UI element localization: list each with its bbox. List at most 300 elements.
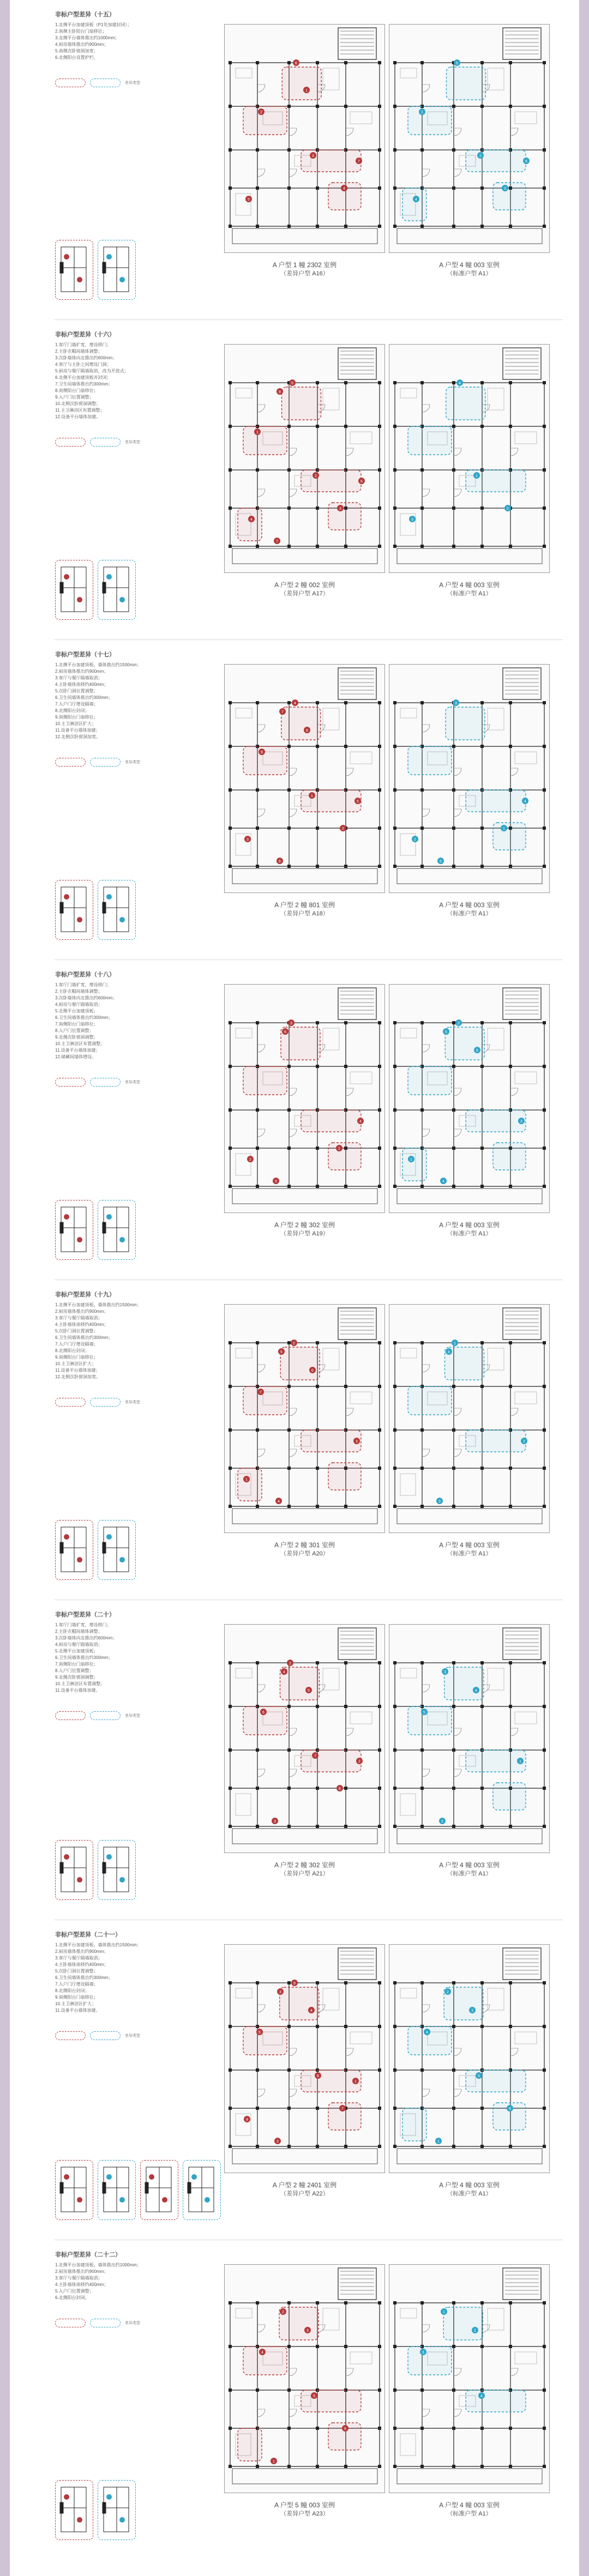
note-item: 10.主卫淋浴区扩大；: [55, 721, 97, 726]
plan-background: [389, 1305, 549, 1533]
diff-marker-number: 3: [422, 2351, 424, 2355]
diff-marker-number: 5: [357, 800, 359, 804]
note-item: 4.主卧墙体南移约400mm；: [55, 682, 109, 687]
diff-zone: [243, 1386, 287, 1415]
diff-marker-number: 4: [524, 800, 526, 804]
floor-plan-variant: [224, 344, 385, 573]
note-item: 8.北侧阳台封闭；: [55, 1348, 89, 1353]
note-item: 10.主卫淋浴区扩大；: [55, 1361, 97, 1366]
diff-marker-number: 7: [358, 160, 360, 164]
note-item: 2.厨房墙体推出约900mm；: [55, 2269, 109, 2274]
diff-zone: [402, 1148, 426, 1181]
note-item: 11.设备平台墙体加建；: [55, 728, 100, 733]
diff-marker-number: 3: [312, 154, 314, 158]
legend-diff-swatch: [55, 2319, 86, 2327]
diff-marker-number: 3: [471, 2009, 473, 2013]
note-item: 1.客厅门墙扩宽，增设移门；: [55, 1622, 111, 1627]
note-item: 4.厨房墙体推出约900mm；: [55, 42, 109, 47]
plan-background: [225, 25, 384, 252]
floor-plan-standard: [389, 1304, 550, 1533]
diff-zone: [446, 387, 485, 420]
detail-thumbnail: [98, 880, 136, 940]
diff-marker-number: 8: [339, 1787, 341, 1791]
diff-zone: [238, 508, 262, 541]
diff-marker-number: 3: [356, 1440, 358, 1444]
note-item: 4.主卧墙体南移约400mm；: [55, 1322, 109, 1327]
difference-notes: [55, 1622, 221, 1694]
variant-caption-title: A 户型 2 幢 302 室例: [274, 1221, 335, 1229]
legend-std-swatch: [90, 1078, 121, 1087]
legend: [55, 1398, 140, 1407]
note-item: 3.客厅与餐厅隔墙取消；: [55, 1956, 103, 1960]
diff-zone: [466, 1110, 526, 1132]
diff-zone: [408, 106, 452, 135]
diff-zone: [243, 746, 287, 775]
section-title: 非标户型差异（二十一）: [55, 1932, 121, 1938]
note-item: 7.南侧阳台门扇移位；: [55, 1022, 98, 1027]
note-item: 1.客厅门墙扩宽，增设移门；: [55, 982, 111, 987]
note-item: 4.主卧墙体南移约400mm；: [55, 2282, 109, 2287]
diff-marker-number: 1: [273, 2460, 275, 2464]
section-title: 非标户型差异（二十二）: [55, 2252, 121, 2258]
diff-marker-number: 8: [246, 2118, 248, 2122]
note-item: 9.入户门位置调整；: [55, 395, 94, 400]
floor-plan-variant: [224, 2264, 385, 2493]
standard-caption-sub: （标准户型 A1）: [447, 1871, 492, 1877]
note-item: 2.厨房墙体推出约900mm；: [55, 1949, 109, 1954]
variant-caption-title: A 户型 2 幢 2401 室例: [272, 2181, 337, 2189]
diff-marker-number: 5: [259, 2031, 261, 2035]
diff-marker-number: 4: [359, 1120, 362, 1124]
diff-marker-number: 7: [314, 1754, 316, 1758]
diff-marker-number: 4: [448, 1350, 450, 1354]
diff-marker-number: 1: [421, 111, 423, 114]
detail-thumbnail: [98, 2160, 136, 2220]
note-item: 3.次卧墙体向北推出约600mm；: [55, 355, 117, 360]
standard-caption-sub: （标准户型 A1）: [447, 1551, 492, 1557]
diff-marker-number: 5: [445, 1030, 447, 1034]
diff-zone: [408, 1386, 452, 1415]
diff-marker-number: 4: [250, 518, 253, 522]
diff-marker-number: 1: [410, 1158, 412, 1162]
legend-diff-swatch: [55, 79, 86, 87]
comparison-section: [10, 1920, 579, 2240]
diff-marker-number: 5: [248, 198, 250, 202]
diff-zone: [243, 1066, 287, 1095]
standard-caption-title: A 户型 4 幢 003 室例: [439, 1861, 500, 1869]
note-item: 10.主卫淋浴区扩大；: [55, 2001, 97, 2006]
diff-marker-number: 7: [341, 2107, 344, 2111]
diff-zone: [280, 1987, 319, 2020]
diff-marker-number: 2: [447, 1990, 449, 1994]
standard-caption-sub: （标准户型 A1）: [447, 1230, 492, 1237]
diff-marker-number: 4: [283, 1670, 285, 1674]
legend-label: 差异类型: [125, 2034, 140, 2038]
note-item: 12.北侧次卧窗洞加宽。: [55, 734, 101, 739]
detail-thumbnail: [55, 1520, 93, 1580]
diff-marker-number: 6: [284, 1030, 286, 1034]
diff-marker-number: 1: [454, 1342, 456, 1346]
variant-caption: [224, 901, 385, 918]
diff-zone: [280, 1347, 320, 1380]
diff-marker-number: 9: [261, 751, 263, 755]
legend-diff-swatch: [55, 758, 86, 767]
standard-caption-title: A 户型 4 幢 003 室例: [439, 901, 500, 909]
note-item: 12.储藏间墙体增设。: [55, 1054, 97, 1059]
diff-marker-number: 1: [476, 474, 478, 478]
diff-marker-number: 2: [479, 154, 482, 158]
diff-marker-number: 7: [260, 1391, 262, 1395]
diff-zone: [408, 1706, 452, 1735]
variant-caption-title: A 户型 2 幢 301 室例: [274, 1541, 335, 1549]
diff-marker-number: 6: [360, 480, 363, 484]
floor-plan-variant: [224, 984, 385, 1213]
standard-caption: [389, 901, 550, 918]
detail-thumbnails: [55, 1520, 136, 1580]
diff-marker-number: 5: [308, 1689, 310, 1693]
detail-thumbnail: [55, 880, 93, 940]
diff-marker-number: 6: [509, 2107, 511, 2111]
note-item: 1.北侧平台加建顶板，墙体推出约1000mm；: [55, 2263, 141, 2267]
section-title: 非标户型差异（二十）: [55, 1612, 115, 1618]
diff-zone: [466, 790, 526, 812]
diff-marker-number: 4: [278, 1500, 280, 1504]
note-item: 2.主卧衣帽间墙体调整；: [55, 349, 103, 354]
note-item: 4.主卧墙体南移约400mm；: [55, 1962, 109, 1967]
diff-marker-number: 2: [249, 1158, 251, 1162]
note-item: 1.北侧平台加建顶板，墙体推出约1500mm；: [55, 1302, 141, 1307]
legend: [55, 1078, 140, 1087]
diff-marker-number: 1: [305, 89, 308, 93]
diff-zone: [408, 2346, 452, 2375]
comparison-section: [10, 1280, 579, 1600]
standard-caption: [389, 261, 550, 278]
note-item: 1.北侧平台加建顶板，墙体推出约1500mm；: [55, 662, 141, 667]
note-item: 5.北侧平台加建顶板；: [55, 1649, 98, 1654]
floor-plan-variant: [224, 1944, 385, 2173]
note-item: 11.主卫淋浴区布置调整；: [55, 408, 105, 413]
standard-caption: [389, 1861, 550, 1878]
diff-marker-number: 2: [293, 1342, 295, 1346]
diff-marker-number: 6: [525, 160, 527, 164]
diff-zone: [301, 1750, 361, 1772]
note-item: 2.南侧主卧阳台门扇移位；: [55, 29, 107, 34]
note-item: 8.南侧阳台门扇移位；: [55, 388, 98, 393]
diff-marker-number: 2: [282, 2310, 284, 2314]
note-item: 5.次卧门洞位置调整；: [55, 1329, 98, 1334]
diff-marker-number: 2: [523, 1440, 525, 1444]
diff-marker-number: 2: [441, 1820, 443, 1824]
diff-zone: [301, 1430, 361, 1452]
plan-background: [389, 2265, 549, 2493]
diff-zone: [466, 2070, 526, 2092]
note-item: 6.卫生间墙体推出约300mm；: [55, 1975, 113, 1980]
diff-zone: [493, 183, 526, 210]
diff-zone: [243, 106, 287, 135]
legend-std-swatch: [90, 1398, 121, 1407]
difference-notes: [55, 1942, 221, 2014]
legend-label: 差异类型: [125, 1401, 140, 1404]
note-item: 2.厨房墙体推出约900mm；: [55, 1309, 109, 1314]
plan-background: [225, 665, 384, 892]
note-item: 3.次卧墙体向北推出约600mm；: [55, 996, 117, 1000]
floor-plan-standard: [389, 24, 550, 253]
diff-marker-number: 3: [290, 1022, 292, 1025]
variant-caption: [224, 1861, 385, 1878]
diff-marker-number: 1: [256, 431, 259, 435]
diff-marker-number: 7: [281, 710, 284, 714]
standard-caption-title: A 户型 4 幢 003 室例: [439, 1221, 500, 1229]
diff-zone: [301, 470, 361, 492]
difference-notes: [55, 662, 221, 740]
floor-plan-standard: [389, 664, 550, 893]
variant-caption-title: A 户型 1 幢 2302 室例: [272, 261, 337, 269]
standard-caption-sub: （标准户型 A1）: [447, 270, 492, 277]
diff-marker-number: 3: [444, 1670, 446, 1674]
diff-zone: [301, 2390, 361, 2412]
standard-caption: [389, 1221, 550, 1238]
legend: [55, 1711, 140, 1720]
note-item: 6.北侧阳台设置护栏。: [55, 55, 98, 60]
note-item: 6.卫生间墙体推出约300mm；: [55, 1335, 113, 1340]
legend-diff-swatch: [55, 438, 86, 447]
diff-zone: [446, 707, 485, 740]
detail-thumbnail: [98, 1520, 136, 1580]
comparison-section: [10, 1600, 579, 1920]
note-item: 1.客厅门墙扩宽，增设移门；: [55, 342, 111, 347]
detail-thumbnail: [98, 1840, 136, 1900]
standard-caption-title: A 户型 4 幢 003 室例: [439, 261, 500, 269]
floor-plan-variant: [224, 1624, 385, 1853]
diff-zone: [282, 387, 321, 420]
diff-zone: [238, 1468, 262, 1501]
diff-zone: [301, 150, 361, 172]
plan-background: [225, 1945, 384, 2173]
diff-marker-number: 5: [440, 860, 442, 864]
detail-thumbnail: [140, 2160, 178, 2220]
section-title: 非标户型差异（十七）: [55, 651, 115, 658]
difference-notes: [55, 342, 221, 420]
diff-marker-number: 3: [411, 518, 413, 522]
plan-background: [389, 665, 549, 892]
diff-marker-number: 1: [245, 1478, 248, 1482]
variant-caption-sub: （差异户型 A18）: [280, 910, 329, 917]
note-item: 7.入户门厅增设隔墙；: [55, 702, 98, 707]
diff-zone: [238, 2428, 262, 2461]
diff-zone: [328, 1463, 361, 1490]
section-title: 非标户型差异（十六）: [55, 331, 115, 338]
variant-caption-sub: （差异户型 A22）: [280, 2191, 329, 2197]
floor-plan-variant: [224, 1304, 385, 1533]
plan-background: [225, 1625, 384, 1853]
note-item: 8.北侧阳台封闭；: [55, 1988, 89, 1993]
diff-zone: [493, 823, 526, 850]
diff-marker-number: 8: [306, 729, 308, 733]
comparison-section: [10, 960, 579, 1280]
legend-label: 差异类型: [125, 81, 140, 85]
note-item: 3.次卧墙体向北推出约600mm；: [55, 1636, 117, 1640]
diff-marker-number: 1: [519, 1760, 521, 1764]
note-item: 7.入户门厅增设隔墙；: [55, 1342, 98, 1347]
difference-notes: [55, 982, 221, 1060]
legend-diff-swatch: [55, 1711, 86, 1720]
floor-plan-standard: [389, 984, 550, 1213]
note-item: 2.主卧衣帽间墙体调整；: [55, 989, 103, 994]
note-item: 11.设备平台墙体加建。: [55, 1688, 100, 1693]
diff-marker-number: 3: [438, 1500, 441, 1504]
legend-label: 差异类型: [125, 1714, 140, 1718]
note-item: 4.厨房与餐厅隔墙取消；: [55, 1642, 103, 1647]
note-item: 8.入户门位置调整；: [55, 1028, 94, 1033]
note-item: 3.北侧平台墙体推出约1000mm；: [55, 35, 119, 40]
difference-notes: [55, 1302, 221, 1380]
variant-caption: [224, 2181, 385, 2198]
note-item: 5.次卧门洞位置调整；: [55, 1969, 98, 1974]
diff-marker-number: 5: [291, 382, 293, 385]
detail-thumbnail: [55, 240, 93, 300]
note-item: 6.卫生间墙体推出约300mm；: [55, 695, 113, 700]
detail-thumbnail: [55, 2480, 93, 2540]
diff-marker-number: 2: [342, 827, 344, 831]
note-item: 9.北侧次卧窗洞调整；: [55, 1675, 98, 1680]
note-item: 6.北侧阳台封闭。: [55, 2295, 89, 2300]
diff-marker-number: 6: [476, 1049, 478, 1053]
detail-thumbnail: [55, 1840, 93, 1900]
diff-zone: [301, 2070, 361, 2092]
note-item: 4.厨房与餐厅隔墙取消；: [55, 1002, 103, 1007]
variant-caption-title: A 户型 2 幢 801 室例: [274, 901, 335, 909]
diff-marker-number: 2: [474, 2329, 476, 2333]
note-item: 5.北侧平台加建顶板；: [55, 1009, 98, 1013]
note-item: 9.南侧阳台门扇移位；: [55, 715, 98, 720]
variant-caption-sub: （差异户型 A17）: [280, 590, 329, 597]
note-item: 9.南侧阳台门扇移位；: [55, 1355, 98, 1360]
legend-label: 差异类型: [125, 441, 140, 444]
note-item: 10.主卫淋浴区布置调整；: [55, 1681, 105, 1686]
note-item: 9.南侧阳台门扇移位；: [55, 1995, 98, 2000]
diff-marker-number: 2: [277, 2140, 279, 2144]
standard-caption-sub: （标准户型 A1）: [447, 590, 492, 597]
standard-caption-title: A 户型 4 幢 003 室例: [439, 2501, 500, 2509]
variant-caption-title: A 户型 2 幢 302 室例: [274, 1861, 335, 1869]
standard-caption-title: A 户型 4 幢 003 室例: [439, 581, 500, 589]
note-item: 3.客厅与餐厅隔墙取消；: [55, 2276, 103, 2281]
variant-caption-sub: （差异户型 A19）: [280, 1230, 329, 1237]
note-item: 2.厨房墙体推出约900mm；: [55, 669, 109, 674]
document-sheet: [10, 0, 579, 2576]
variant-caption: [224, 1221, 385, 1238]
plan-background: [225, 985, 384, 1212]
variant-caption-sub: （差异户型 A23）: [280, 2511, 329, 2517]
note-item: 7.南侧阳台门扇移位；: [55, 1662, 98, 1667]
diff-marker-number: 2: [458, 1022, 460, 1025]
note-item: 8.北侧阳台封闭；: [55, 708, 89, 713]
diff-zone: [447, 67, 486, 100]
diff-zone: [301, 1110, 361, 1132]
floor-plan-variant: [224, 24, 385, 253]
diff-marker-number: 2: [507, 507, 509, 511]
note-item: 6.卫生间墙体推出约300mm；: [55, 1655, 113, 1660]
section-title: 非标户型差异（十五）: [55, 11, 115, 18]
plan-background: [389, 345, 549, 572]
note-item: 11.设备平台墙体加建；: [55, 1368, 100, 1373]
diff-marker-number: 5: [478, 2074, 480, 2078]
diff-zone: [408, 746, 452, 775]
note-item: 8.入户门位置调整；: [55, 1668, 94, 1673]
diff-marker-number: 3: [306, 2329, 309, 2333]
legend-label: 差异类型: [125, 2321, 140, 2325]
note-item: 9.北侧次卧窗洞调整；: [55, 1035, 98, 1040]
note-item: 6.卫生间墙体推出约300mm；: [55, 1015, 113, 1020]
detail-thumbnails: [55, 2480, 136, 2540]
diff-marker-number: 1: [437, 2140, 440, 2144]
detail-thumbnail: [55, 2160, 93, 2220]
note-item: 5.厨房与餐厅隔墙取消，改为开放式；: [55, 369, 129, 373]
diff-zone: [466, 2390, 526, 2412]
section-title: 非标户型差异（十八）: [55, 972, 115, 978]
variant-caption-sub: （差异户型 A21）: [280, 1871, 329, 1877]
diff-marker-number: 3: [274, 1820, 276, 1824]
diff-zone: [408, 426, 452, 455]
note-item: 5.次卧门洞位置调整；: [55, 689, 98, 693]
variant-caption: [224, 581, 385, 598]
diff-marker-number: 5: [423, 1711, 425, 1715]
diff-marker-number: 7: [276, 540, 278, 544]
section-title: 非标户型差异（十九）: [55, 1292, 115, 1298]
diff-zone: [466, 1430, 526, 1452]
standard-caption: [389, 2501, 550, 2518]
diff-zone: [445, 1027, 484, 1060]
standard-caption-title: A 户型 4 幢 003 室例: [439, 2181, 500, 2189]
diff-marker-number: 6: [279, 860, 281, 864]
detail-thumbnails: [55, 560, 136, 620]
floor-plan-standard: [389, 1944, 550, 2173]
difference-notes: [55, 22, 221, 61]
diff-marker-number: 5: [275, 1180, 277, 1184]
diff-zone: [493, 1143, 526, 1170]
diff-marker-number: 1: [443, 2310, 445, 2314]
diff-marker-number: 1: [289, 1662, 291, 1666]
diff-marker-number: 1: [354, 2080, 357, 2084]
note-item: 3.客厅与餐厅隔墙取消；: [55, 675, 103, 680]
floor-plan-standard: [389, 344, 550, 573]
note-item: 12.北侧次卧窗洞加宽。: [55, 1374, 101, 1379]
legend: [55, 438, 140, 447]
legend-diff-swatch: [55, 1398, 86, 1407]
legend: [55, 758, 140, 767]
diff-marker-number: 1: [503, 827, 505, 831]
diff-marker-number: 6: [317, 2074, 319, 2078]
diff-marker-number: 3: [504, 187, 506, 191]
legend-std-swatch: [90, 758, 121, 767]
diff-zone: [408, 1066, 452, 1095]
diff-zone: [328, 503, 361, 530]
legend-std-swatch: [90, 438, 121, 447]
note-item: 5.入户门位置调整；: [55, 2289, 94, 2294]
diff-marker-number: 4: [415, 198, 417, 202]
diff-zone: [402, 188, 426, 221]
detail-thumbnails: [55, 1840, 136, 1900]
note-item: 1.北侧平台加建顶板（P1处加建封闭）；: [55, 22, 132, 27]
variant-caption-sub: （差异户型 A20）: [280, 1551, 329, 1557]
diff-zone: [493, 1783, 526, 1810]
comparison-section: [10, 0, 579, 320]
diff-marker-number: 2: [260, 111, 262, 114]
variant-caption: [224, 261, 385, 278]
legend-std-swatch: [90, 1711, 121, 1720]
diff-marker-number: 3: [339, 507, 341, 511]
standard-caption: [389, 2181, 550, 2198]
